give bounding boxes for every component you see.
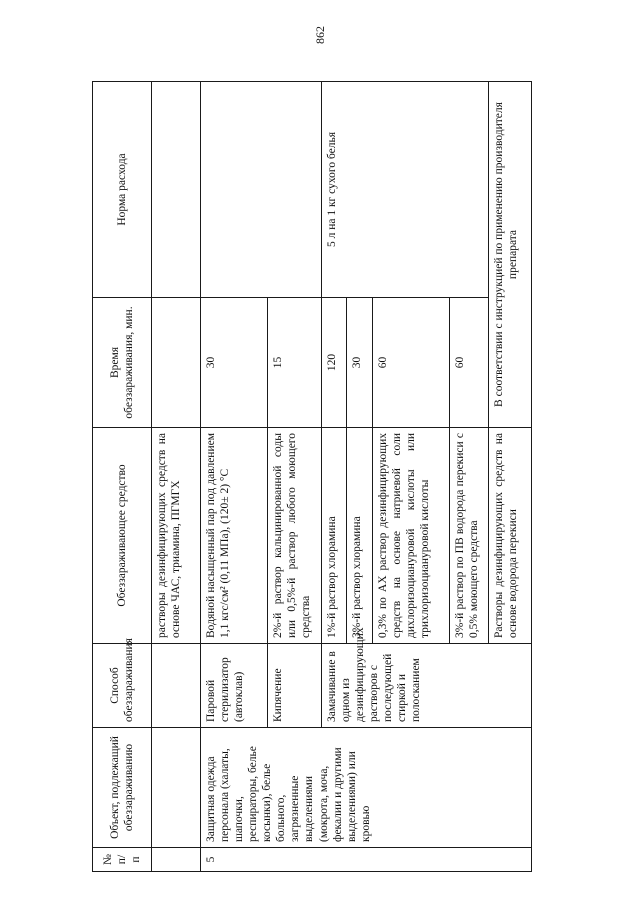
time-soak-1: 120 (321, 298, 347, 428)
agent-soak-2: 3%-й раствор хлорамина (347, 428, 373, 644)
method-soak: Замачивание в одном из дезинфицирующих растворов с последующей стиркой и полосканием (321, 644, 531, 728)
agent-soak-5: Растворы дезинфицирующих средств на основе водорода перекиси (489, 428, 532, 644)
carryover-agent: растворы дезинфицирующих средств на основе ЧАС, триамина, ПГМГХ (152, 428, 201, 644)
header-method: Способ обеззараживания (93, 644, 152, 728)
time-soak-3: 60 (373, 298, 450, 428)
agent-soak-1: 1%-й раствор хлорамина (321, 428, 347, 644)
time-boil: 15 (267, 298, 321, 428)
header-norm: Норма расхода (93, 82, 152, 298)
disinfection-table (92, 81, 532, 872)
table-row-steam (201, 82, 268, 872)
method-boil: Кипячение (267, 644, 321, 728)
time-norm-soak-5: В соответствии с инструкцией по применению производителя препарата (489, 82, 532, 428)
header-object: Объект, подлежащий обеззараживанию (93, 728, 152, 848)
agent-boil: 2%-й раствор кальцинированной соды или 0,5%-й раствор любого моющего средства (267, 428, 321, 644)
carryover-row (152, 82, 201, 872)
header-time: Время обеззараживания, мин. (93, 298, 152, 428)
object-cell: Защитная одежда персонала (халаты, шапочки, респираторы, белье косынки), белье больного, загрязненные выделениями (мокрота, моча, фекалии и другими выделениями) или кровью (201, 728, 532, 848)
time-soak-2: 30 (347, 298, 373, 428)
page-number: 862 (313, 26, 327, 44)
header-agent: Обеззараживающее средство (93, 428, 152, 644)
agent-soak-3: 0,3% по АХ раствор дезинфицирующих средств на основе натриевой соли дихлоризоциануровой кислоты или трихлоризоциануровой кислоты (373, 428, 450, 644)
header-num: № п/п (93, 848, 152, 872)
method-steam: Паровой стерилизатор (автоклав) (201, 644, 268, 728)
agent-steam: Водяной насыщенный пар под давлением 1,1 кгс/см² (0,11 МПа), (120± 2) °С (201, 428, 268, 644)
time-soak-4: 60 (450, 298, 489, 428)
header-row (93, 82, 152, 872)
norm-soak: 5 л на 1 кг сухого белья (321, 82, 488, 298)
rotated-table-stage (92, 82, 532, 872)
agent-soak-4: 3%-й раствор по ПВ водорода перекиси с 0,5% моющего средства (450, 428, 489, 644)
row-number: 5 (201, 848, 532, 872)
time-steam: 30 (201, 298, 268, 428)
